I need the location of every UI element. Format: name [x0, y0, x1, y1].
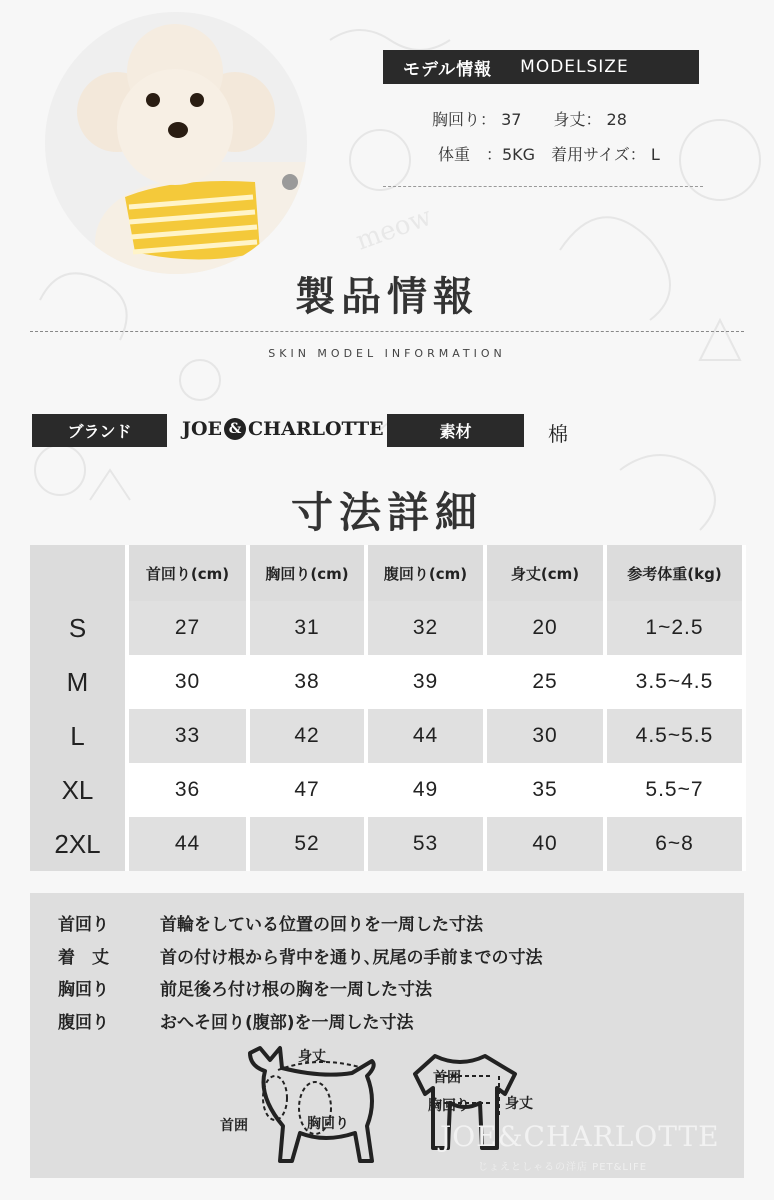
- poodle-illustration: [45, 12, 307, 274]
- dog-neck-label: 首囲: [220, 1118, 248, 1134]
- brand-value: [182, 418, 384, 440]
- header-cell: 身丈(cm): [485, 545, 605, 601]
- value-cell: 33: [127, 709, 248, 763]
- value-cell: 25: [485, 655, 605, 709]
- value-cell: 6~8: [605, 817, 744, 871]
- table-row: [30, 763, 744, 817]
- value-cell: 4.5~5.5: [605, 709, 744, 763]
- brand-name-right: CHARLOTTE: [248, 418, 384, 440]
- svg-text:meow: meow: [352, 201, 436, 257]
- table-row: [30, 655, 744, 709]
- size-cell: XL: [30, 763, 127, 817]
- garment-chest-label: 胸回り: [428, 1098, 470, 1114]
- table-row: [30, 817, 744, 871]
- value-cell: 35: [485, 763, 605, 817]
- size-cell: S: [30, 601, 127, 655]
- model-measure-row2: 体重 ：5KG 着用サイズ： L: [438, 145, 660, 164]
- note-key: 胸回り: [58, 980, 109, 1000]
- size-table: [30, 545, 746, 871]
- header-cell: 首回り(cm): [127, 545, 248, 601]
- note-desc: おへそ回り(腹部)を一周した寸法: [160, 1013, 414, 1033]
- value-cell: 1~2.5: [605, 601, 744, 655]
- value-cell: 30: [485, 709, 605, 763]
- size-table-header: [30, 545, 744, 601]
- value-cell: 47: [248, 763, 366, 817]
- brand-watermark: JOE&CHARLOTTE: [440, 1120, 720, 1153]
- value-cell: 36: [127, 763, 248, 817]
- value-cell: 3.5~4.5: [605, 655, 744, 709]
- value-cell: 38: [248, 655, 366, 709]
- size-cell: 2XL: [30, 817, 127, 871]
- value-cell: 42: [248, 709, 366, 763]
- garment-neck-label: 首囲: [433, 1070, 461, 1086]
- note-key: 首回り: [58, 915, 109, 935]
- value-cell: 32: [366, 601, 485, 655]
- model-info-header: [383, 50, 699, 84]
- divider-model: [383, 186, 703, 187]
- value-cell: 44: [366, 709, 485, 763]
- note-item: [58, 910, 483, 935]
- value-cell: 53: [366, 817, 485, 871]
- table-row: [30, 709, 744, 763]
- note-desc: 首の付け根から背中を通り､尻尾の手前までの寸法: [160, 948, 543, 968]
- note-item: [58, 943, 543, 968]
- value-cell: 44: [127, 817, 248, 871]
- value-cell: 39: [366, 655, 485, 709]
- value-cell: 49: [366, 763, 485, 817]
- value-cell: 31: [248, 601, 366, 655]
- note-desc: 首輪をしている位置の回りを一周した寸法: [160, 915, 483, 935]
- value-cell: 52: [248, 817, 366, 871]
- size-detail-title: 寸法詳細: [290, 488, 483, 537]
- value-cell: 20: [485, 601, 605, 655]
- value-cell: 27: [127, 601, 248, 655]
- brand-amp: &: [224, 418, 246, 440]
- note-key: 着 丈: [58, 948, 109, 968]
- brand-label: ブランド: [32, 414, 167, 447]
- model-dog-photo: [45, 12, 307, 274]
- model-size-label: MODELSIZE: [520, 57, 629, 77]
- model-info-label: モデル情報: [403, 59, 493, 80]
- divider-product: [30, 331, 744, 332]
- size-cell: M: [30, 655, 127, 709]
- table-row: [30, 601, 744, 655]
- value-cell: 40: [485, 817, 605, 871]
- note-item: [58, 975, 432, 1000]
- header-cell: 腹回り(cm): [366, 545, 485, 601]
- brand-watermark-tagline: じょえとしゃるの洋店 PET&LIFE: [478, 1162, 648, 1173]
- material-label: 素材: [387, 414, 524, 447]
- header-cell: 参考体重(kg): [605, 545, 744, 601]
- material-value: 棉: [548, 422, 568, 446]
- brand-name-left: JOE: [182, 418, 223, 440]
- dog-length-label: 身丈: [298, 1049, 326, 1065]
- product-info-subtitle: SKIN MODEL INFORMATION: [268, 347, 506, 360]
- note-desc: 前足後ろ付け根の胸を一周した寸法: [160, 980, 432, 1000]
- product-info-title: 製品情報: [295, 274, 479, 320]
- dog-chest-label: 胸回り: [307, 1116, 349, 1132]
- value-cell: 5.5~7: [605, 763, 744, 817]
- size-cell: L: [30, 709, 127, 763]
- note-key: 腹回り: [58, 1013, 109, 1033]
- model-measure-row1: 胸回り： 37 身丈： 28: [432, 110, 627, 129]
- note-item: [58, 1008, 414, 1033]
- garment-length-label: 身丈: [505, 1096, 533, 1112]
- header-cell: 胸回り(cm): [248, 545, 366, 601]
- header-cell: [30, 545, 127, 601]
- value-cell: 30: [127, 655, 248, 709]
